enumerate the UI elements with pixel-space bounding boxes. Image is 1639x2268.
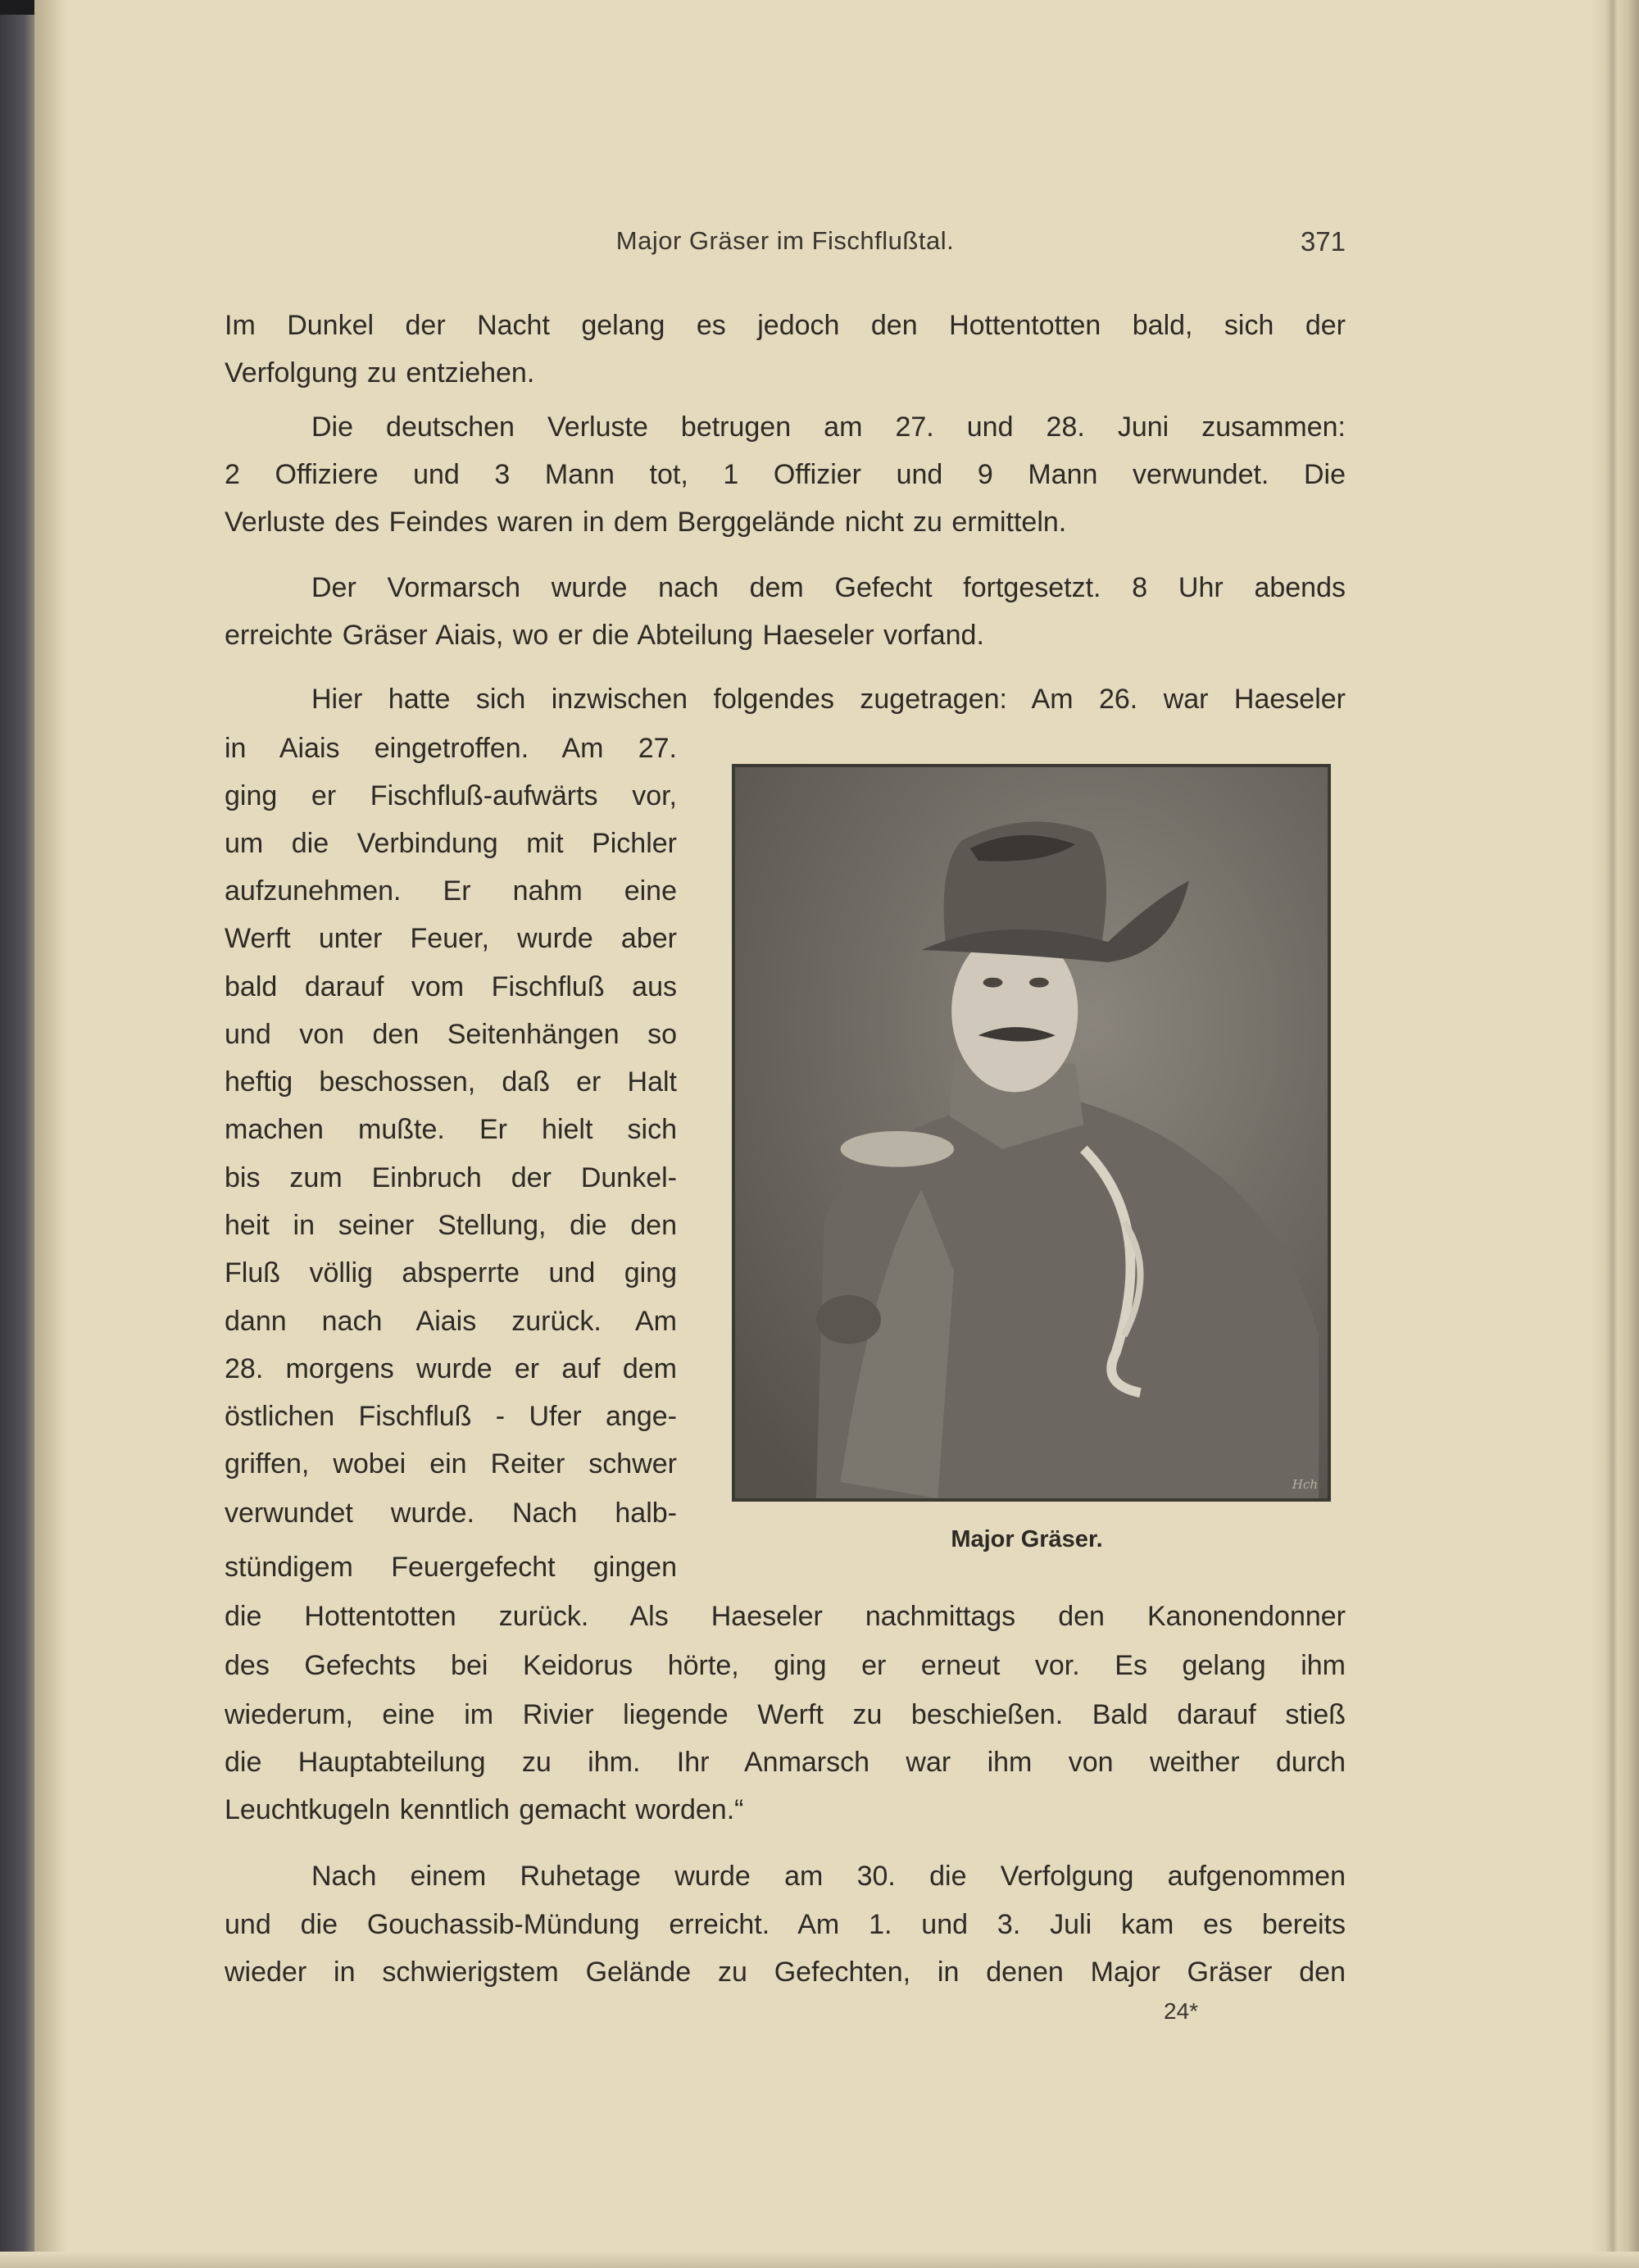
text-line: machen mußte. Er hielt sich (225, 1114, 677, 1145)
page-gutter (34, 0, 67, 2268)
text-line: wiederum, eine im Rivier liegende Werft zu beschießen. Bald darauf stieß (225, 1699, 1346, 1730)
text-line: heftig beschossen, daß er Halt (225, 1066, 677, 1098)
text-line: in Aiais eingetroffen. Am 27. (225, 733, 677, 764)
binding-corner (0, 0, 34, 15)
text-line: Der Vormarsch wurde nach dem Gefecht fortgesetzt. 8 Uhr abends (311, 572, 1346, 603)
text-line: Leuchtkugeln kenntlich gemacht worden.“ (225, 1794, 744, 1825)
text-line: Fluß völlig absperrte und ging (225, 1257, 677, 1289)
text-line: Verluste des Feindes waren in dem Berggelände nicht zu ermitteln. (225, 507, 1067, 538)
text-line: bis zum Einbruch der Dunkel- (225, 1162, 677, 1193)
text-line: Werft unter Feuer, wurde aber (225, 923, 677, 954)
text-line: ging er Fischfluß-aufwärts vor, (225, 780, 677, 811)
portrait-photo (732, 764, 1331, 1502)
engraver-mark: Hch (1292, 1477, 1318, 1492)
text-line: und von den Seitenhängen so (225, 1019, 677, 1050)
book-binding (0, 0, 34, 2268)
page-header (225, 226, 1346, 267)
text-line: stündigem Feuergefecht gingen (225, 1552, 677, 1583)
text-line: die Hauptabteilung zu ihm. Ihr Anmarsch war ihm von weither durch (225, 1747, 1346, 1778)
text-line: Verfolgung zu entziehen. (225, 357, 535, 389)
figure-caption: Major Gräser. (951, 1526, 1103, 1552)
text-line: Nach einem Ruhetage wurde am 30. die Verfolgung aufgenommen (311, 1861, 1346, 1892)
text-line: dann nach Aiais zurück. Am (225, 1306, 677, 1337)
text-line: 2 Offiziere und 3 Mann tot, 1 Offizier und 9 Mann verwundet. Die (225, 459, 1346, 490)
signature-mark: 24* (1164, 1998, 1199, 2024)
text-line: des Gefechts bei Keidorus hörte, ging er erneut vor. Es gelang ihm (225, 1650, 1346, 1681)
text-line: um die Verbindung mit Pichler (225, 828, 677, 859)
text-line: aufzunehmen. Er nahm eine (225, 875, 677, 907)
text-line: 28. morgens wurde er auf dem (225, 1353, 677, 1384)
portrait-image (735, 767, 1328, 1498)
text-line: erreichte Gräser Aiais, wo er die Abteilung Haeseler vorfand. (225, 620, 984, 651)
text-line: verwundet wurde. Nach halb- (225, 1498, 677, 1529)
text-line: heit in seiner Stellung, die den (225, 1210, 677, 1241)
text-line: griffen, wobei ein Reiter schwer (225, 1448, 677, 1479)
running-head: Major Gräser im Fischflußtal. (615, 226, 955, 255)
text-line: die Hottentotten zurück. Als Haeseler nachmittags den Kanonendonner (225, 1601, 1346, 1632)
text-line: Hier hatte sich inzwischen folgendes zugetragen: Am 26. war Haeseler (311, 684, 1346, 715)
text-line: Die deutschen Verluste betrugen am 27. und 28. Juni zusammen: (311, 411, 1346, 443)
text-line: Im Dunkel der Nacht gelang es jedoch den Hottentotten bald, sich der (225, 310, 1346, 341)
page-edge (1591, 0, 1639, 2268)
text-line: und die Gouchassib-Mündung erreicht. Am 1. und 3. Juli kam es bereits (225, 1909, 1346, 1940)
text-line: östlichen Fischfluß - Ufer ange- (225, 1401, 677, 1432)
text-line: bald darauf vom Fischfluß aus (225, 971, 677, 1002)
text-line: wieder in schwierigstem Gelände zu Gefechten, in denen Major Gräser den (225, 1957, 1346, 1988)
page-bottom-edge (0, 2252, 1639, 2268)
page-number: 371 (1300, 226, 1346, 257)
